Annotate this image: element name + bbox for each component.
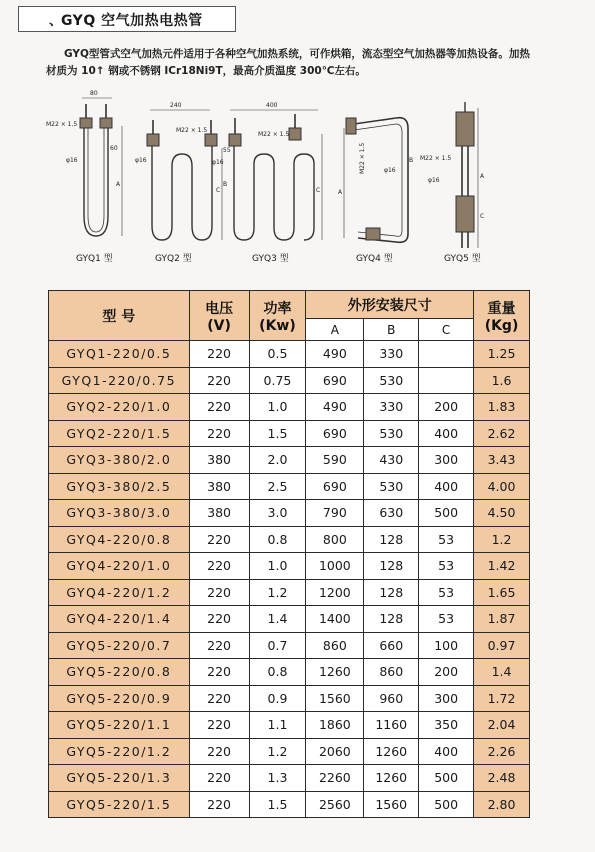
cell-model: GYQ2-220/1.0 (49, 394, 190, 421)
intro-paragraph (46, 46, 591, 80)
title-bullet: 、 (49, 14, 63, 29)
cell-weight: 4.00 (474, 473, 530, 500)
cell-weight: 2.80 (474, 791, 530, 818)
cell-dim-c: 200 (419, 659, 474, 686)
header-voltage-unit: (V) (207, 317, 231, 334)
cell-dim-b: 430 (364, 447, 419, 474)
cell-model: GYQ2-220/1.5 (49, 420, 190, 447)
cell-voltage: 220 (189, 341, 249, 368)
cell-power: 2.0 (249, 447, 306, 474)
table-row (49, 765, 530, 792)
cell-weight: 1.72 (474, 685, 530, 712)
svg-text:B: B (409, 157, 414, 164)
header-a: A (306, 319, 364, 341)
cell-dim-b: 1260 (364, 765, 419, 792)
table-row (49, 579, 530, 606)
cell-dim-a: 2260 (306, 765, 364, 792)
cell-dim-b: 330 (364, 394, 419, 421)
cell-dim-b: 128 (364, 553, 419, 580)
header-c: C (419, 319, 474, 341)
cell-weight: 1.42 (474, 553, 530, 580)
cell-model: GYQ5-220/1.1 (49, 712, 190, 739)
cell-voltage: 220 (189, 553, 249, 580)
table-row (49, 447, 530, 474)
table-row (49, 341, 530, 368)
cell-voltage: 220 (189, 738, 249, 765)
cell-weight: 0.97 (474, 632, 530, 659)
cell-voltage: 220 (189, 394, 249, 421)
svg-text:M22 × 1.5: M22 × 1.5 (258, 131, 290, 138)
cell-weight: 3.43 (474, 447, 530, 474)
cell-dim-c: 400 (419, 420, 474, 447)
cell-dim-b: 330 (364, 341, 419, 368)
gyq2-drawing (135, 102, 231, 240)
cell-weight: 2.04 (474, 712, 530, 739)
table-row (49, 420, 530, 447)
cell-dim-c: 100 (419, 632, 474, 659)
cell-voltage: 380 (189, 473, 249, 500)
cell-model: GYQ5-220/0.9 (49, 685, 190, 712)
svg-text:60: 60 (110, 145, 118, 152)
cell-power: 0.8 (249, 526, 306, 553)
cell-model: GYQ4-220/1.0 (49, 553, 190, 580)
cell-power: 0.8 (249, 659, 306, 686)
cell-dim-c: 300 (419, 685, 474, 712)
cell-dim-c (419, 341, 474, 368)
cell-dim-b: 1160 (364, 712, 419, 739)
caption-gyq1: GYQ1 型 (76, 254, 113, 264)
cell-power: 1.1 (249, 712, 306, 739)
cell-voltage: 220 (189, 579, 249, 606)
cell-power: 0.75 (249, 367, 306, 394)
title-box (18, 6, 236, 32)
cell-model: GYQ4-220/0.8 (49, 526, 190, 553)
cell-model: GYQ4-220/1.2 (49, 579, 190, 606)
svg-text:M22 × 1.5: M22 × 1.5 (359, 142, 366, 174)
cell-dim-a: 1400 (306, 606, 364, 633)
cell-dim-c: 300 (419, 447, 474, 474)
cell-weight: 1.25 (474, 341, 530, 368)
svg-text:A: A (480, 173, 485, 180)
cell-dim-a: 590 (306, 447, 364, 474)
cell-voltage: 220 (189, 765, 249, 792)
table-row (49, 526, 530, 553)
cell-dim-c: 500 (419, 500, 474, 527)
cell-power: 1.2 (249, 738, 306, 765)
caption-gyq4: GYQ4 型 (356, 254, 393, 264)
gyq5-drawing (420, 102, 485, 248)
cell-weight: 1.65 (474, 579, 530, 606)
cell-model: GYQ5-220/0.8 (49, 659, 190, 686)
caption-gyq2: GYQ2 型 (155, 254, 192, 264)
cell-model: GYQ5-220/1.5 (49, 791, 190, 818)
cell-dim-a: 690 (306, 367, 364, 394)
caption-gyq5: GYQ5 型 (444, 254, 481, 264)
svg-text:φ16: φ16 (135, 157, 147, 164)
cell-dim-a: 2560 (306, 791, 364, 818)
cell-dim-b: 630 (364, 500, 419, 527)
cell-voltage: 220 (189, 420, 249, 447)
svg-text:φ16: φ16 (384, 167, 396, 174)
cell-power: 3.0 (249, 500, 306, 527)
cell-weight: 1.6 (474, 367, 530, 394)
cell-dim-c: 53 (419, 579, 474, 606)
cell-voltage: 380 (189, 500, 249, 527)
svg-text:C: C (216, 187, 221, 194)
cell-power: 2.5 (249, 473, 306, 500)
cell-voltage: 220 (189, 659, 249, 686)
table-row (49, 659, 530, 686)
cell-model: GYQ5-220/1.3 (49, 765, 190, 792)
cell-dim-b: 128 (364, 579, 419, 606)
svg-text:φ16: φ16 (428, 177, 440, 184)
cell-model: GYQ3-380/2.5 (49, 473, 190, 500)
header-weight-label: 重量 (487, 300, 516, 317)
cell-voltage: 380 (189, 447, 249, 474)
dim-80: 80 (90, 90, 98, 97)
svg-text:C: C (316, 187, 321, 194)
cell-model: GYQ1-220/0.5 (49, 341, 190, 368)
cell-power: 1.2 (249, 579, 306, 606)
header-dims: 外形安装尺寸 (306, 291, 474, 319)
cell-voltage: 220 (189, 606, 249, 633)
spec-table (48, 290, 530, 818)
gyq1-drawing (46, 90, 122, 236)
cell-model: GYQ5-220/0.7 (49, 632, 190, 659)
header-voltage (189, 291, 249, 341)
table-row (49, 738, 530, 765)
cell-dim-c: 400 (419, 738, 474, 765)
header-voltage-label: 电压 (205, 300, 234, 317)
cell-dim-c: 400 (419, 473, 474, 500)
svg-text:C: C (480, 213, 485, 220)
table-row (49, 606, 530, 633)
cell-weight: 1.4 (474, 659, 530, 686)
header-power-unit: (Kw) (259, 317, 296, 334)
svg-text:A: A (338, 189, 343, 196)
cell-power: 1.3 (249, 765, 306, 792)
page-title: GYQ 空气加热电热管 (61, 13, 203, 29)
cell-weight: 4.50 (474, 500, 530, 527)
cell-dim-c: 53 (419, 526, 474, 553)
cell-power: 0.7 (249, 632, 306, 659)
svg-text:M22 × 1.5: M22 × 1.5 (176, 127, 208, 134)
cell-dim-a: 1200 (306, 579, 364, 606)
table-row (49, 394, 530, 421)
cell-dim-c: 500 (419, 765, 474, 792)
cell-voltage: 220 (189, 712, 249, 739)
cell-dim-b: 530 (364, 473, 419, 500)
cell-power: 1.5 (249, 791, 306, 818)
cell-power: 1.0 (249, 394, 306, 421)
gyq4-drawing (338, 118, 413, 243)
svg-text:B: B (223, 181, 228, 188)
cell-voltage: 220 (189, 685, 249, 712)
cell-dim-b: 128 (364, 606, 419, 633)
cell-dim-b: 530 (364, 420, 419, 447)
cell-dim-a: 690 (306, 473, 364, 500)
cell-power: 1.4 (249, 606, 306, 633)
cell-dim-a: 2060 (306, 738, 364, 765)
cell-dim-a: 1260 (306, 659, 364, 686)
cell-dim-b: 960 (364, 685, 419, 712)
header-power-label: 功率 (263, 300, 292, 317)
cell-dim-b: 1260 (364, 738, 419, 765)
cell-voltage: 220 (189, 632, 249, 659)
cell-model: GYQ4-220/1.4 (49, 606, 190, 633)
svg-text:240: 240 (170, 102, 182, 109)
intro-line-1: GYQ型管式空气加热元件适用于各种空气加热系统，可作烘箱，流态型空气加热器等加热设备。加热 (64, 48, 530, 60)
cell-model: GYQ5-220/1.2 (49, 738, 190, 765)
table-row (49, 712, 530, 739)
intro-line-2: 材质为 10↑ 钢或不锈钢 ICr18Ni9T，最高介质温度 300℃左右。 (46, 65, 366, 77)
cell-voltage: 220 (189, 526, 249, 553)
svg-text:φ16: φ16 (66, 157, 78, 164)
cell-weight: 2.62 (474, 420, 530, 447)
table-row (49, 500, 530, 527)
cell-dim-c: 53 (419, 553, 474, 580)
svg-text:M22 × 1.5: M22 × 1.5 (420, 155, 452, 162)
table-row (49, 473, 530, 500)
cell-dim-a: 1860 (306, 712, 364, 739)
cell-voltage: 220 (189, 367, 249, 394)
table-row (49, 632, 530, 659)
table-row (49, 553, 530, 580)
cell-dim-c: 350 (419, 712, 474, 739)
cell-weight: 1.83 (474, 394, 530, 421)
cell-dim-c: 53 (419, 606, 474, 633)
cell-dim-a: 800 (306, 526, 364, 553)
cell-dim-a: 860 (306, 632, 364, 659)
cell-dim-b: 530 (364, 367, 419, 394)
cell-power: 0.9 (249, 685, 306, 712)
header-power (249, 291, 306, 341)
header-weight-unit: (Kg) (484, 317, 519, 334)
svg-text:55: 55 (223, 147, 231, 154)
cell-dim-b: 128 (364, 526, 419, 553)
cell-dim-c: 500 (419, 791, 474, 818)
cell-dim-a: 490 (306, 341, 364, 368)
cell-dim-c: 200 (419, 394, 474, 421)
cell-weight: 2.48 (474, 765, 530, 792)
header-model: 型 号 (49, 291, 190, 341)
table-row (49, 791, 530, 818)
table-row (49, 685, 530, 712)
cell-dim-a: 690 (306, 420, 364, 447)
cell-dim-a: 790 (306, 500, 364, 527)
cell-dim-c (419, 367, 474, 394)
cell-dim-a: 1000 (306, 553, 364, 580)
svg-text:M22 × 1.5: M22 × 1.5 (46, 121, 78, 128)
cell-dim-b: 660 (364, 632, 419, 659)
cell-model: GYQ3-380/3.0 (49, 500, 190, 527)
cell-voltage: 220 (189, 791, 249, 818)
cell-dim-a: 1560 (306, 685, 364, 712)
svg-text:400: 400 (266, 102, 278, 109)
cell-dim-a: 490 (306, 394, 364, 421)
cell-weight: 1.87 (474, 606, 530, 633)
cell-power: 1.0 (249, 553, 306, 580)
cell-dim-b: 1560 (364, 791, 419, 818)
table-row (49, 367, 530, 394)
cell-dim-b: 860 (364, 659, 419, 686)
header-b: B (364, 319, 419, 341)
spec-table-body (49, 341, 530, 818)
cell-model: GYQ1-220/0.75 (49, 367, 190, 394)
caption-gyq3: GYQ3 型 (252, 254, 289, 264)
svg-text:A: A (116, 181, 121, 188)
cell-weight: 2.26 (474, 738, 530, 765)
cell-power: 1.5 (249, 420, 306, 447)
cell-power: 0.5 (249, 341, 306, 368)
cell-weight: 1.2 (474, 526, 530, 553)
gyq3-drawing (212, 102, 322, 240)
cell-model: GYQ3-380/2.0 (49, 447, 190, 474)
header-weight (474, 291, 530, 341)
svg-text:φ16: φ16 (212, 159, 224, 166)
